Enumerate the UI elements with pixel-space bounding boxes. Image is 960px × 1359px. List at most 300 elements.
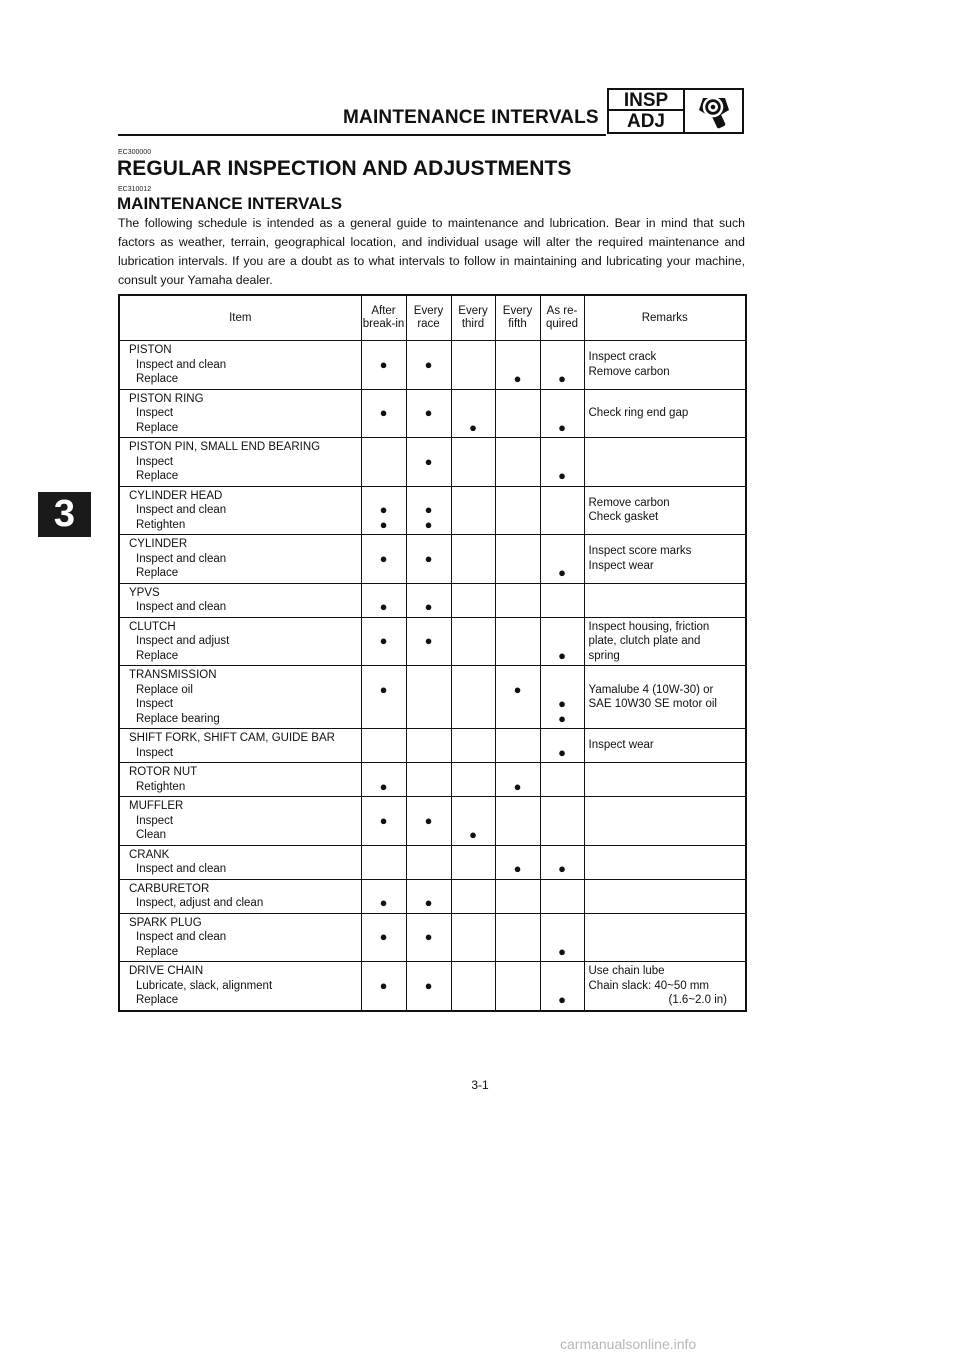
remark-line: SAE 10W30 SE motor oil — [588, 698, 717, 710]
item-name: ROTOR NUT — [129, 766, 198, 778]
interval-cell — [361, 617, 406, 666]
interval-mark: ● — [379, 599, 388, 614]
interval-cell — [540, 617, 584, 666]
remark-line: Use chain lube — [588, 965, 665, 977]
interval-mark: ● — [558, 371, 566, 386]
item-sub-task: Replace — [136, 649, 179, 662]
interval-empty — [362, 421, 406, 436]
interval-cell — [451, 583, 495, 617]
interval-cell — [540, 845, 584, 879]
interval-cell — [361, 486, 406, 535]
intro-paragraph: The following schedule is intended as a general guide to maintenance and lubrication. Bear in mind that such factors as weather, terrain, geographical location, and individual usage will alter the required maintenance and lubrication intervals. If you are a doubt as to what intervals to follow in maintaining and lubricating your machine, consult your Yamaha dealer. — [118, 216, 745, 287]
interval-empty — [541, 930, 584, 945]
interval-cell — [361, 913, 406, 962]
interval-empty — [496, 896, 540, 911]
interval-mark: ● — [379, 516, 388, 532]
item-name: YPVS — [129, 586, 160, 599]
item-sub-task: Replace oil — [136, 683, 193, 696]
remarks-cell — [584, 341, 746, 390]
table-row — [119, 438, 746, 487]
interval-cell — [406, 486, 451, 535]
interval-empty — [541, 455, 584, 470]
remark-line: Remove carbon — [588, 496, 670, 509]
interval-cell — [495, 763, 540, 797]
interval-cell — [495, 341, 540, 390]
table-row — [119, 845, 746, 879]
interval-empty — [407, 421, 451, 436]
interval-empty — [541, 600, 584, 615]
item-cell — [119, 438, 361, 487]
interval-cell — [495, 583, 540, 617]
interval-empty — [452, 945, 495, 960]
interval-cell — [406, 845, 451, 879]
interval-empty — [452, 406, 495, 421]
remarks-cell — [584, 389, 746, 438]
remarks-cell — [584, 535, 746, 584]
table-row — [119, 763, 746, 797]
remark-line: Inspect housing, friction — [588, 620, 710, 633]
interval-empty — [541, 552, 584, 567]
remark-line: Check ring end gap — [588, 407, 689, 419]
table-row — [119, 583, 746, 617]
interval-cell — [451, 962, 495, 1011]
interval-cell — [451, 438, 495, 487]
interval-cell — [451, 729, 495, 763]
item-sub-task: Inspect and clean — [136, 358, 227, 371]
insp-adj-badge — [607, 88, 744, 134]
item-sub-task: Inspect — [136, 407, 174, 419]
interval-empty — [496, 712, 540, 727]
main-heading: REGULAR INSPECTION AND ADJUSTMENTS — [117, 157, 572, 180]
subsection-code: EC310012 — [118, 186, 152, 193]
interval-mark: ● — [558, 992, 566, 1007]
item-name: CYLINDER — [129, 538, 188, 550]
table-row — [119, 535, 746, 584]
interval-cell — [406, 666, 451, 729]
remark-line: spring — [588, 649, 620, 662]
interval-mark: ● — [379, 405, 388, 420]
interval-cell — [540, 729, 584, 763]
item-sub-task: Inspect and adjust — [136, 635, 230, 647]
column-header: Item — [119, 295, 361, 341]
item-cell — [119, 666, 361, 729]
interval-cell — [540, 763, 584, 797]
interval-empty — [407, 780, 451, 795]
column-header: Every race — [406, 295, 451, 341]
item-cell — [119, 845, 361, 879]
interval-cell — [361, 341, 406, 390]
interval-empty — [362, 746, 406, 761]
interval-empty — [541, 814, 584, 829]
table-header-row — [119, 295, 746, 341]
remark-line: Check gasket — [588, 511, 659, 524]
interval-cell — [361, 438, 406, 487]
remarks-cell — [584, 797, 746, 846]
interval-cell — [495, 879, 540, 913]
interval-empty — [452, 862, 495, 877]
interval-empty — [452, 979, 495, 994]
interval-empty — [452, 780, 495, 795]
item-cell — [119, 535, 361, 584]
remark-line: Inspect wear — [588, 559, 654, 572]
interval-mark: ● — [558, 565, 566, 580]
interval-cell — [540, 438, 584, 487]
interval-empty — [407, 372, 451, 387]
column-header: After break-in — [361, 295, 406, 341]
item-sub-task: Inspect and clean — [136, 504, 227, 516]
remarks-cell — [584, 666, 746, 729]
remarks-cell — [584, 879, 746, 913]
column-header: Remarks — [584, 295, 746, 341]
interval-cell — [495, 535, 540, 584]
interval-mark: ● — [513, 861, 522, 876]
interval-cell — [406, 389, 451, 438]
item-cell — [119, 729, 361, 763]
interval-empty — [496, 993, 540, 1008]
interval-empty — [407, 993, 451, 1008]
interval-mark: ● — [424, 812, 433, 828]
table-row — [119, 879, 746, 913]
interval-mark: ● — [424, 599, 433, 614]
interval-empty — [541, 634, 584, 649]
watermark: carmanualsonline.info — [560, 1336, 697, 1352]
interval-mark: ● — [558, 943, 566, 959]
interval-empty — [496, 503, 540, 518]
interval-mark: ● — [424, 405, 433, 420]
item-sub-task: Inspect and clean — [136, 601, 227, 613]
interval-cell — [451, 535, 495, 584]
item-name: MUFFLER — [129, 800, 184, 812]
interval-cell — [540, 486, 584, 535]
interval-empty — [407, 683, 451, 698]
interval-mark: ● — [558, 696, 566, 711]
interval-empty — [496, 746, 540, 761]
item-sub-task: Inspect — [136, 455, 174, 468]
remark-line: Inspect score marks — [588, 545, 692, 558]
interval-empty — [541, 503, 584, 518]
interval-cell — [406, 535, 451, 584]
interval-mark: ● — [379, 778, 388, 794]
interval-cell — [406, 583, 451, 617]
interval-cell — [451, 879, 495, 913]
interval-empty — [496, 518, 540, 533]
interval-cell — [451, 617, 495, 666]
interval-empty — [496, 552, 540, 567]
interval-cell — [361, 729, 406, 763]
item-cell — [119, 763, 361, 797]
interval-empty — [407, 746, 451, 761]
interval-cell — [495, 845, 540, 879]
interval-mark: ● — [558, 710, 566, 726]
interval-mark: ● — [513, 778, 522, 794]
interval-cell — [406, 797, 451, 846]
remark-line: Remove carbon — [588, 365, 670, 378]
remarks-cell — [584, 486, 746, 535]
interval-empty — [452, 993, 495, 1008]
item-name: PISTON — [129, 344, 172, 356]
table-row — [119, 797, 746, 846]
interval-empty — [407, 945, 451, 960]
interval-mark: ● — [379, 895, 388, 910]
interval-cell — [540, 797, 584, 846]
remarks-cell — [584, 583, 746, 617]
remark-line: (1.6~2.0 in) — [668, 994, 727, 1006]
interval-cell — [540, 583, 584, 617]
item-sub-task: Replace — [136, 994, 179, 1006]
interval-empty — [407, 712, 451, 727]
remarks-cell — [584, 729, 746, 763]
item-sub-task: Replace bearing — [136, 712, 220, 725]
interval-cell — [495, 389, 540, 438]
interval-mark: ● — [379, 550, 388, 566]
interval-empty — [496, 600, 540, 615]
interval-empty — [541, 518, 584, 533]
item-name: SPARK PLUG — [129, 916, 202, 929]
item-sub-task: Inspect — [136, 814, 174, 827]
item-sub-task: Replace — [136, 945, 179, 958]
interval-cell — [406, 617, 451, 666]
interval-empty — [496, 421, 540, 436]
interval-cell — [361, 666, 406, 729]
interval-cell — [451, 389, 495, 438]
interval-empty — [407, 469, 451, 484]
interval-cell — [406, 879, 451, 913]
table-row — [119, 389, 746, 438]
interval-cell — [361, 763, 406, 797]
item-sub-task: Replace — [136, 421, 179, 434]
item-cell — [119, 486, 361, 535]
item-cell — [119, 797, 361, 846]
interval-mark: ● — [469, 419, 477, 435]
remarks-cell — [584, 763, 746, 797]
item-sub-task: Inspect, adjust and clean — [136, 897, 264, 909]
sub-heading: MAINTENANCE INTERVALS — [117, 194, 343, 213]
interval-empty — [541, 683, 584, 698]
remark-line: plate, clutch plate and — [588, 635, 701, 647]
interval-empty — [541, 896, 584, 911]
interval-mark: ● — [513, 371, 522, 386]
interval-empty — [452, 697, 495, 712]
interval-empty — [496, 406, 540, 421]
interval-empty — [407, 862, 451, 877]
section-code: EC300000 — [118, 149, 152, 156]
interval-empty — [452, 814, 495, 829]
interval-mark: ● — [379, 681, 388, 697]
column-header: As re-quired — [540, 295, 584, 341]
item-cell — [119, 583, 361, 617]
remarks-cell — [584, 845, 746, 879]
interval-cell — [451, 763, 495, 797]
item-name: CLUTCH — [129, 620, 176, 633]
table-row — [119, 617, 746, 666]
interval-empty — [541, 979, 584, 994]
chapter-tab: 3 — [38, 492, 91, 537]
interval-cell — [540, 341, 584, 390]
interval-cell — [540, 535, 584, 584]
interval-mark: ● — [424, 929, 433, 944]
interval-mark: ● — [379, 977, 388, 993]
interval-empty — [496, 455, 540, 470]
interval-empty — [452, 930, 495, 945]
interval-empty — [362, 372, 406, 387]
interval-cell — [451, 797, 495, 846]
table-row — [119, 666, 746, 729]
interval-empty — [452, 712, 495, 727]
column-header: Every fifth — [495, 295, 540, 341]
item-cell — [119, 389, 361, 438]
wrench-magnifier-icon — [685, 90, 742, 132]
interval-cell — [540, 879, 584, 913]
badge-adj-label: ADJ — [609, 111, 685, 132]
interval-empty — [496, 697, 540, 712]
table-row — [119, 486, 746, 535]
item-sub-task: Inspect and clean — [136, 863, 227, 875]
remarks-cell — [584, 913, 746, 962]
remarks-cell — [584, 962, 746, 1011]
interval-cell — [495, 438, 540, 487]
interval-empty — [541, 780, 584, 795]
interval-empty — [362, 828, 406, 843]
interval-empty — [452, 649, 495, 664]
item-sub-task: Replace — [136, 470, 179, 482]
interval-empty — [452, 372, 495, 387]
item-sub-task: Replace — [136, 567, 179, 579]
column-header: Every third — [451, 295, 495, 341]
interval-mark: ● — [558, 861, 566, 876]
interval-cell — [406, 438, 451, 487]
interval-empty — [362, 697, 406, 712]
interval-empty — [541, 358, 584, 373]
header-rule — [118, 134, 606, 136]
interval-cell — [495, 486, 540, 535]
interval-empty — [452, 566, 495, 581]
section-header-title: MAINTENANCE INTERVALS — [343, 107, 599, 128]
interval-mark: ● — [424, 633, 433, 648]
interval-mark: ● — [558, 419, 566, 435]
interval-empty — [362, 649, 406, 664]
interval-mark: ● — [424, 895, 433, 910]
interval-mark: ● — [379, 929, 388, 944]
item-cell — [119, 879, 361, 913]
interval-empty — [496, 566, 540, 581]
interval-cell — [540, 666, 584, 729]
interval-cell — [451, 341, 495, 390]
remark-line: Inspect crack — [588, 351, 657, 364]
interval-cell — [540, 962, 584, 1011]
interval-empty — [452, 469, 495, 484]
interval-empty — [496, 649, 540, 664]
item-name: PISTON RING — [129, 392, 204, 405]
interval-empty — [452, 746, 495, 761]
item-name: TRANSMISSION — [129, 669, 217, 681]
item-sub-task: Replace — [136, 373, 179, 385]
interval-cell — [361, 797, 406, 846]
item-sub-task: Clean — [136, 829, 167, 841]
remark-line: Yamalube 4 (10W-30) or — [588, 683, 714, 696]
interval-cell — [406, 962, 451, 1011]
interval-cell — [406, 913, 451, 962]
interval-mark: ● — [424, 516, 433, 532]
item-name: CYLINDER HEAD — [129, 489, 223, 502]
table-row — [119, 962, 746, 1011]
interval-empty — [407, 697, 451, 712]
item-sub-task: Inspect — [136, 746, 174, 759]
interval-empty — [541, 828, 584, 843]
interval-empty — [496, 634, 540, 649]
interval-empty — [496, 945, 540, 960]
interval-cell — [406, 341, 451, 390]
interval-cell — [495, 962, 540, 1011]
interval-cell — [495, 617, 540, 666]
interval-empty — [452, 600, 495, 615]
interval-cell — [495, 729, 540, 763]
interval-cell — [406, 763, 451, 797]
interval-mark: ● — [379, 502, 388, 517]
remark-line: Inspect wear — [588, 739, 654, 752]
remark-line: Chain slack: 40~50 mm — [588, 979, 709, 992]
interval-empty — [496, 469, 540, 484]
interval-empty — [362, 993, 406, 1008]
table-body — [119, 341, 746, 1011]
interval-cell — [540, 389, 584, 438]
item-sub-task: Inspect and clean — [136, 931, 227, 943]
interval-mark: ● — [379, 633, 388, 648]
interval-empty — [496, 828, 540, 843]
interval-cell — [361, 962, 406, 1011]
interval-empty — [362, 566, 406, 581]
badge-insp-label: INSP — [609, 90, 685, 111]
interval-cell — [361, 389, 406, 438]
interval-empty — [452, 358, 495, 373]
remarks-cell — [584, 617, 746, 666]
interval-cell — [451, 913, 495, 962]
interval-empty — [496, 358, 540, 373]
interval-empty — [452, 683, 495, 698]
interval-empty — [541, 406, 584, 421]
item-cell — [119, 341, 361, 390]
interval-mark: ● — [424, 550, 433, 566]
interval-cell — [495, 913, 540, 962]
interval-mark: ● — [424, 356, 433, 372]
interval-cell — [361, 845, 406, 879]
interval-cell — [361, 879, 406, 913]
interval-mark: ● — [379, 812, 388, 828]
interval-cell — [361, 583, 406, 617]
interval-cell — [361, 535, 406, 584]
interval-cell — [451, 845, 495, 879]
item-cell — [119, 913, 361, 962]
interval-mark: ● — [558, 647, 566, 663]
item-name: CARBURETOR — [129, 882, 210, 895]
interval-empty — [407, 828, 451, 843]
interval-empty — [362, 862, 406, 877]
item-name: CRANK — [129, 848, 170, 861]
item-cell — [119, 962, 361, 1011]
page-number: 3-1 — [471, 1078, 489, 1092]
interval-mark: ● — [424, 502, 433, 517]
maintenance-schedule-table — [118, 294, 747, 1012]
item-name: PISTON PIN, SMALL END BEARING — [129, 441, 321, 453]
item-name: SHIFT FORK, SHIFT CAM, GUIDE BAR — [129, 732, 335, 744]
interval-empty — [496, 814, 540, 829]
interval-mark: ● — [424, 453, 433, 469]
item-sub-task: Inspect and clean — [136, 552, 227, 565]
interval-mark: ● — [469, 827, 477, 842]
interval-empty — [452, 634, 495, 649]
interval-cell — [451, 666, 495, 729]
interval-cell — [406, 729, 451, 763]
interval-empty — [407, 566, 451, 581]
